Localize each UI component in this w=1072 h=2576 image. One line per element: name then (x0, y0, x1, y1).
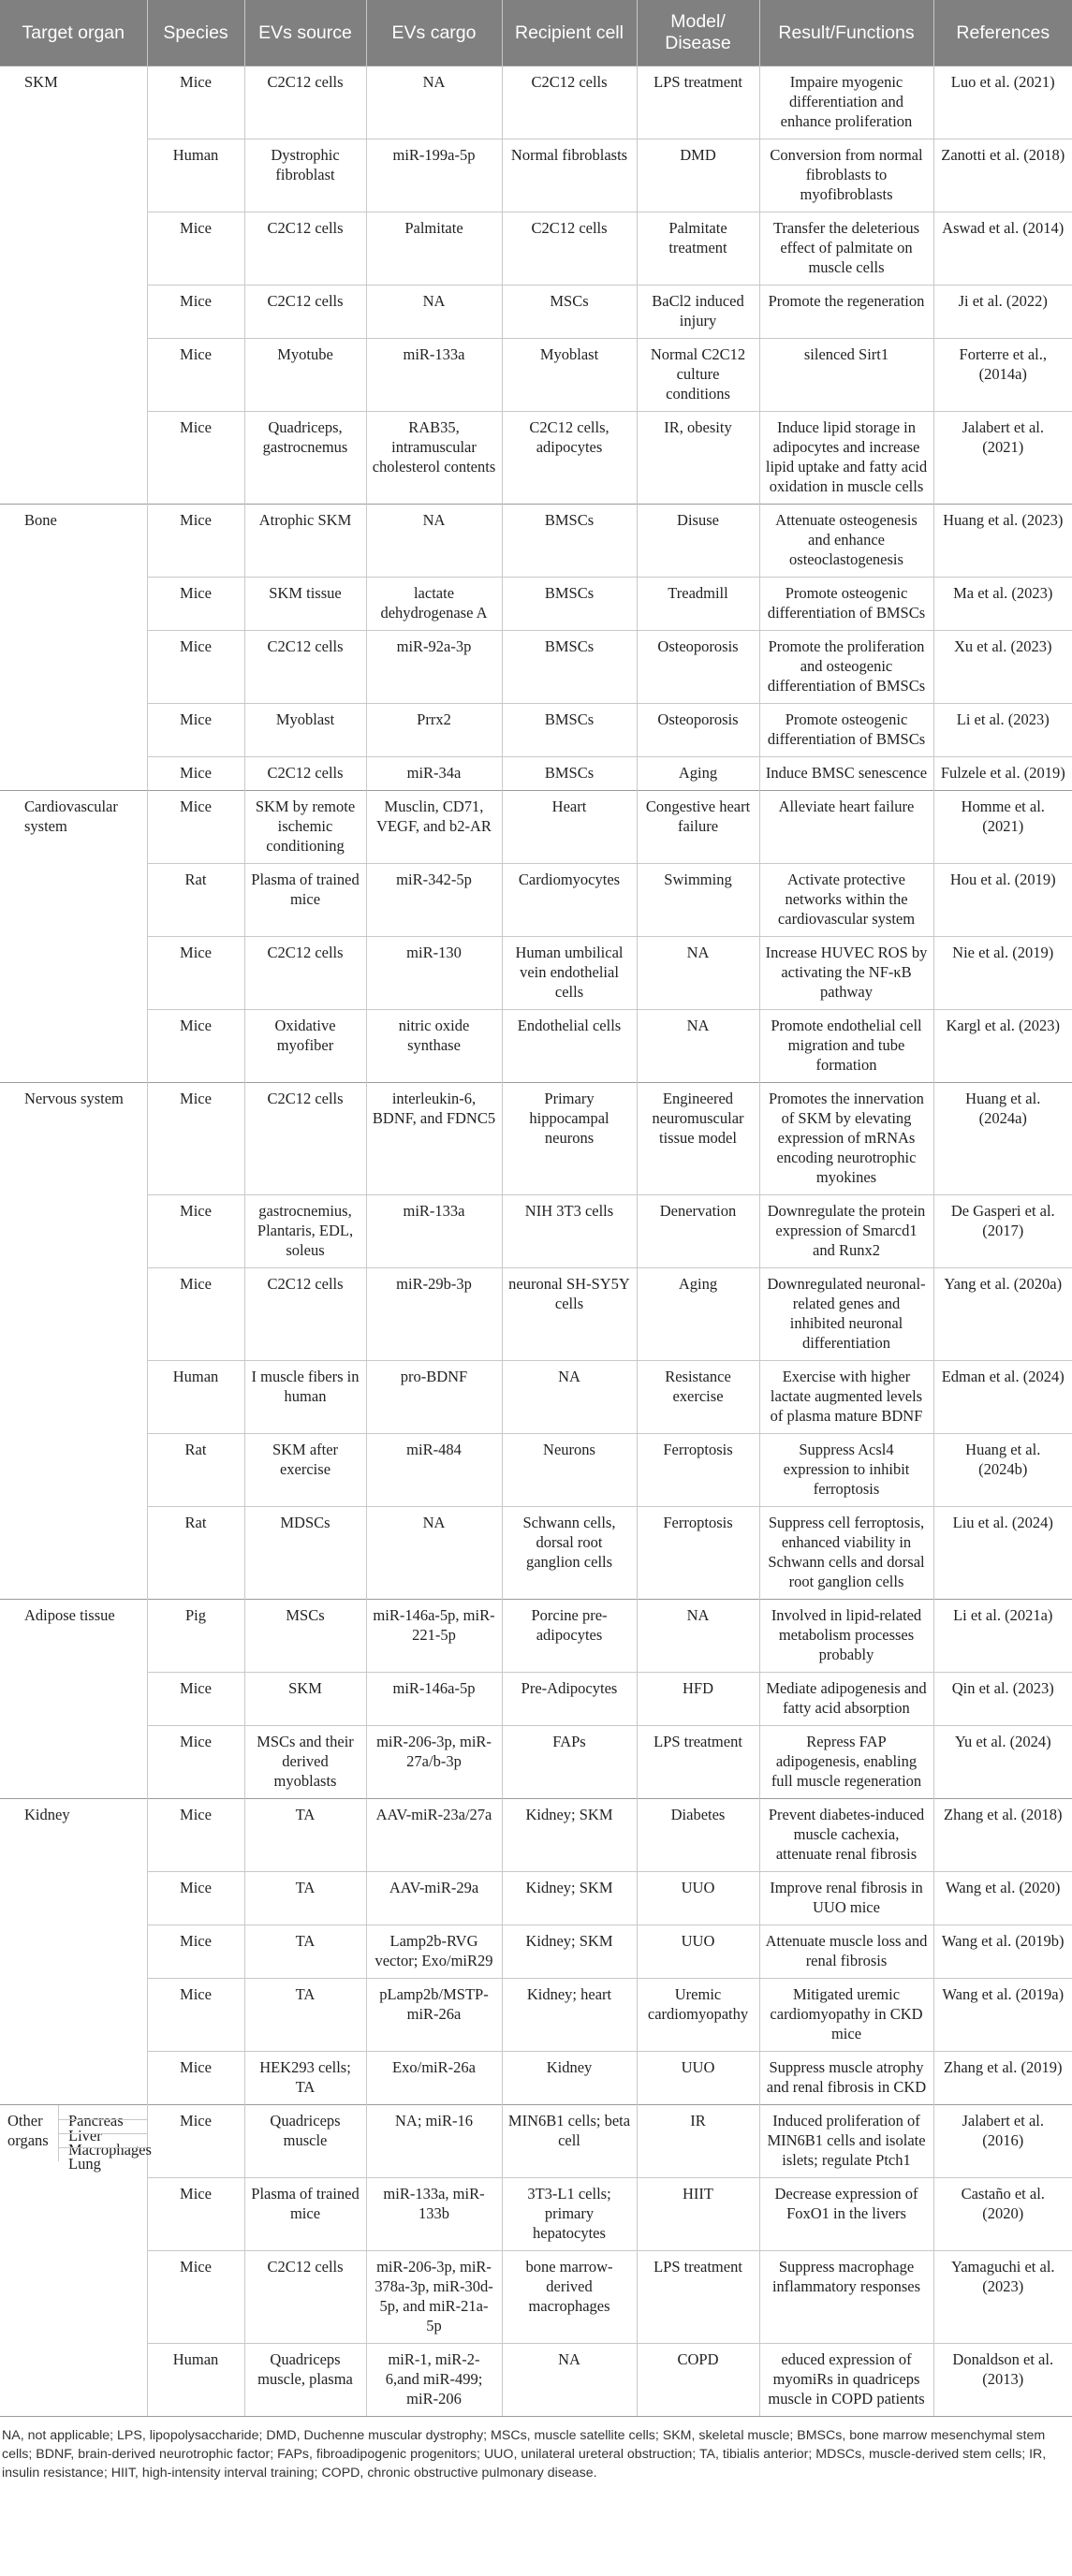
table-row (0, 2251, 1072, 2344)
target-organ-cell: Nervous system (0, 1083, 147, 1600)
table-row (0, 1726, 1072, 1799)
cell-evs-source: gastrocnemius, Plantaris, EDL, soleus (244, 1195, 366, 1268)
cell-reference: Ma et al. (2023) (933, 578, 1072, 631)
cell-recipient-cell: Kidney; SKM (502, 1925, 637, 1979)
cell-recipient-cell: C2C12 cells (502, 212, 637, 285)
table-footnote: NA, not applicable; LPS, lipopolysaccharide; DMD, Duchenne muscular dystrophy; MSCs, muscle satellite cells; SKM, skeletal muscle; BMSCs, bone marrow mesenchymal stem cells; BDNF, brain-derived neurotrophic factor; FAPs, fibroadipogenic progenitors; UUO, unilateral ureteral obstruction; TA, tibialis anterior; MDSCs, muscle-derived stem cells; IR, insulin resistance; HIIT, high-intensity interval training; COPD, chronic obstructive pulmonary disease. (0, 2416, 1072, 2482)
cell-evs-source: Quadriceps, gastrocnemus (244, 412, 366, 505)
cell-species: Human (147, 1361, 244, 1434)
cell-result: Downregulate the protein expression of Smarcd1 and Runx2 (759, 1195, 933, 1268)
cell-species: Mice (147, 212, 244, 285)
cell-evs-source: Dystrophic fibroblast (244, 139, 366, 212)
cell-recipient-cell: MSCs (502, 285, 637, 339)
cell-result: Prevent diabetes-induced muscle cachexia, attenuate renal fibrosis (759, 1799, 933, 1872)
cell-evs-cargo: miR-1, miR-2-6,and miR-499; miR-206 (366, 2344, 502, 2417)
cell-model-disease: Denervation (637, 1195, 759, 1268)
cell-recipient-cell: Kidney; heart (502, 1979, 637, 2052)
table-row (0, 1600, 1072, 1673)
table-row (0, 1507, 1072, 1600)
cell-recipient-cell: Endothelial cells (502, 1010, 637, 1083)
cell-recipient-cell: Cardiomyocytes (502, 864, 637, 937)
table-row (0, 1925, 1072, 1979)
cell-species: Mice (147, 1010, 244, 1083)
cell-result: Induce lipid storage in adipocytes and increase lipid uptake and fatty acid oxidation in muscle cells (759, 412, 933, 505)
cell-evs-source: C2C12 cells (244, 1083, 366, 1195)
cell-result: Conversion from normal fibroblasts to myofibroblasts (759, 139, 933, 212)
cell-species: Mice (147, 578, 244, 631)
target-organ-cell: Adipose tissue (0, 1600, 147, 1799)
cell-result: Impaire myogenic differentiation and enhance proliferation (759, 66, 933, 139)
cell-evs-cargo: RAB35, intramuscular cholesterol contents (366, 412, 502, 505)
cell-recipient-cell: MIN6B1 cells; beta cell (502, 2105, 637, 2178)
cell-species: Human (147, 139, 244, 212)
cell-evs-cargo: interleukin-6, BDNF, and FDNC5 (366, 1083, 502, 1195)
cell-result: Promote osteogenic differentiation of BMSCs (759, 704, 933, 757)
cell-result: Increase HUVEC ROS by activating the NF-κB pathway (759, 937, 933, 1010)
cell-evs-cargo: Palmitate (366, 212, 502, 285)
cell-recipient-cell: neuronal SH-SY5Y cells (502, 1268, 637, 1361)
cell-recipient-cell: C2C12 cells, adipocytes (502, 412, 637, 505)
cell-result: Promotes the innervation of SKM by elevating expression of mRNAs encoding neurotrophic myokines (759, 1083, 933, 1195)
cell-result: Promote endothelial cell migration and tube formation (759, 1010, 933, 1083)
cell-result: Promote the regeneration (759, 285, 933, 339)
cell-species: Mice (147, 2251, 244, 2344)
table-row (0, 704, 1072, 757)
cell-result: Transfer the deleterious effect of palmitate on muscle cells (759, 212, 933, 285)
cell-model-disease: Aging (637, 1268, 759, 1361)
cell-model-disease: DMD (637, 139, 759, 212)
table-row (0, 757, 1072, 791)
cell-species: Mice (147, 1726, 244, 1799)
cell-result: Attenuate osteogenesis and enhance osteoclastogenesis (759, 505, 933, 578)
cell-evs-source: Quadriceps muscle (244, 2105, 366, 2178)
cell-recipient-cell: bone marrow-derived macrophages (502, 2251, 637, 2344)
cell-recipient-cell: BMSCs (502, 578, 637, 631)
target-organ-cell: Kidney (0, 1799, 147, 2105)
cell-result: Involved in lipid-related metabolism processes probably (759, 1600, 933, 1673)
cell-result: Repress FAP adipogenesis, enabling full muscle regeneration (759, 1726, 933, 1799)
other-organs-label: Other organs (0, 2105, 59, 2161)
header-recipient-cell: Recipient cell (502, 0, 637, 66)
table-row (0, 1083, 1072, 1195)
cell-evs-source: SKM by remote ischemic conditioning (244, 791, 366, 864)
table-row (0, 285, 1072, 339)
cell-evs-source: SKM (244, 1673, 366, 1726)
cell-model-disease: Aging (637, 757, 759, 791)
cell-evs-cargo: Exo/miR-26a (366, 2052, 502, 2105)
cell-model-disease: Normal C2C12 culture conditions (637, 339, 759, 412)
cell-model-disease: COPD (637, 2344, 759, 2417)
cell-evs-source: I muscle fibers in human (244, 1361, 366, 1434)
sub-organ-cell: Macrophages (59, 2133, 147, 2147)
cell-recipient-cell: Kidney; SKM (502, 1799, 637, 1872)
cell-model-disease: Swimming (637, 864, 759, 937)
cell-reference: Luo et al. (2021) (933, 66, 1072, 139)
cell-reference: De Gasperi et al. (2017) (933, 1195, 1072, 1268)
cell-reference: Aswad et al. (2014) (933, 212, 1072, 285)
cell-result: silenced Sirt1 (759, 339, 933, 412)
cell-result: Activate protective networks within the cardiovascular system (759, 864, 933, 937)
cell-recipient-cell: C2C12 cells (502, 66, 637, 139)
sub-organ-cell: Liver (59, 2119, 147, 2133)
header-evs-source: EVs source (244, 0, 366, 66)
cell-species: Mice (147, 505, 244, 578)
cell-model-disease: Ferroptosis (637, 1434, 759, 1507)
table-row (0, 212, 1072, 285)
cell-evs-source: TA (244, 1979, 366, 2052)
cell-reference: Huang et al. (2024b) (933, 1434, 1072, 1507)
cell-result: educed expression of myomiRs in quadriceps muscle in COPD patients (759, 2344, 933, 2417)
cell-reference: Li et al. (2023) (933, 704, 1072, 757)
cell-reference: Wang et al. (2019b) (933, 1925, 1072, 1979)
cell-reference: Castaño et al. (2020) (933, 2178, 1072, 2251)
table-row (0, 1434, 1072, 1507)
cell-evs-source: C2C12 cells (244, 631, 366, 704)
cell-evs-source: TA (244, 1925, 366, 1979)
cell-recipient-cell: FAPs (502, 1726, 637, 1799)
cell-evs-source: Oxidative myofiber (244, 1010, 366, 1083)
table-row (0, 631, 1072, 704)
cell-evs-cargo: NA (366, 505, 502, 578)
cell-model-disease: LPS treatment (637, 2251, 759, 2344)
header-evs-cargo: EVs cargo (366, 0, 502, 66)
cell-species: Mice (147, 1979, 244, 2052)
cell-recipient-cell: BMSCs (502, 757, 637, 791)
cell-result: Promote osteogenic differentiation of BMSCs (759, 578, 933, 631)
table-row (0, 791, 1072, 864)
cell-evs-cargo: miR-484 (366, 1434, 502, 1507)
cell-recipient-cell: Human umbilical vein endothelial cells (502, 937, 637, 1010)
cell-model-disease: NA (637, 1600, 759, 1673)
sub-organ-cell: Pancreas (68, 2112, 124, 2130)
cell-evs-source: MDSCs (244, 1507, 366, 1600)
cell-result: Suppress muscle atrophy and renal fibrosis in CKD (759, 2052, 933, 2105)
cell-result: Induced proliferation of MIN6B1 cells and isolate islets; regulate Ptch1 (759, 2105, 933, 2178)
cell-model-disease: BaCl2 induced injury (637, 285, 759, 339)
table-row (0, 66, 1072, 139)
cell-reference: Fulzele et al. (2019) (933, 757, 1072, 791)
cell-evs-cargo: AAV-miR-29a (366, 1872, 502, 1925)
cell-reference: Liu et al. (2024) (933, 1507, 1072, 1600)
cell-species: Mice (147, 1925, 244, 1979)
cell-species: Pig (147, 1600, 244, 1673)
table-row (0, 937, 1072, 1010)
cell-model-disease: IR (637, 2105, 759, 2178)
cell-model-disease: UUO (637, 1872, 759, 1925)
cell-recipient-cell: BMSCs (502, 505, 637, 578)
cell-evs-cargo: miR-133a (366, 1195, 502, 1268)
cell-species: Rat (147, 1507, 244, 1600)
cell-model-disease: Resistance exercise (637, 1361, 759, 1434)
table-row (0, 1010, 1072, 1083)
sub-organ-cell: Lung (59, 2147, 147, 2161)
cell-model-disease: Congestive heart failure (637, 791, 759, 864)
cell-recipient-cell: BMSCs (502, 631, 637, 704)
cell-model-disease: Engineered neuromuscular tissue model (637, 1083, 759, 1195)
cell-result: Suppress macrophage inflammatory responses (759, 2251, 933, 2344)
cell-species: Rat (147, 1434, 244, 1507)
cell-reference: Yang et al. (2020a) (933, 1268, 1072, 1361)
cell-recipient-cell: Heart (502, 791, 637, 864)
cell-model-disease: Ferroptosis (637, 1507, 759, 1600)
header-result-functions: Result/Functions (759, 0, 933, 66)
cell-reference: Xu et al. (2023) (933, 631, 1072, 704)
cell-evs-cargo: lactate dehydrogenase A (366, 578, 502, 631)
cell-result: Alleviate heart failure (759, 791, 933, 864)
table-row (0, 1195, 1072, 1268)
cell-recipient-cell: Porcine pre-adipocytes (502, 1600, 637, 1673)
table-row (0, 2178, 1072, 2251)
cell-evs-cargo: miR-29b-3p (366, 1268, 502, 1361)
header-target-organ: Target organ (0, 0, 147, 66)
cell-result: Mitigated uremic cardiomyopathy in CKD mice (759, 1979, 933, 2052)
cell-species: Mice (147, 2052, 244, 2105)
cell-evs-source: C2C12 cells (244, 285, 366, 339)
cell-species: Mice (147, 1673, 244, 1726)
cell-evs-cargo: miR-146a-5p (366, 1673, 502, 1726)
cell-model-disease: HIIT (637, 2178, 759, 2251)
cell-model-disease: NA (637, 937, 759, 1010)
cell-reference: Donaldson et al. (2013) (933, 2344, 1072, 2417)
cell-evs-source: Plasma of trained mice (244, 864, 366, 937)
cell-evs-cargo: miR-206-3p, miR-378a-3p, miR-30d-5p, and miR-21a-5p (366, 2251, 502, 2344)
cell-evs-source: HEK293 cells; TA (244, 2052, 366, 2105)
header-species: Species (147, 0, 244, 66)
cell-recipient-cell: Neurons (502, 1434, 637, 1507)
cell-species: Mice (147, 704, 244, 757)
cell-species: Mice (147, 1872, 244, 1925)
cell-model-disease: LPS treatment (637, 66, 759, 139)
cell-species: Mice (147, 339, 244, 412)
cell-reference: Wang et al. (2019a) (933, 1979, 1072, 2052)
cell-evs-cargo: AAV-miR-23a/27a (366, 1799, 502, 1872)
table-row (0, 505, 1072, 578)
cell-result: Exercise with higher lactate augmented levels of plasma mature BDNF (759, 1361, 933, 1434)
table-row (0, 578, 1072, 631)
cell-evs-cargo: nitric oxide synthase (366, 1010, 502, 1083)
cell-evs-source: MSCs (244, 1600, 366, 1673)
table-row (0, 2105, 1072, 2178)
table-row (0, 1799, 1072, 1872)
cell-result: Downregulated neuronal-related genes and inhibited neuronal differentiation (759, 1268, 933, 1361)
cell-reference: Edman et al. (2024) (933, 1361, 1072, 1434)
cell-result: Decrease expression of FoxO1 in the livers (759, 2178, 933, 2251)
cell-species: Rat (147, 864, 244, 937)
table-row (0, 864, 1072, 937)
table-row (0, 1872, 1072, 1925)
cell-evs-cargo: miR-133a (366, 339, 502, 412)
cell-reference: Homme et al. (2021) (933, 791, 1072, 864)
cell-species: Mice (147, 66, 244, 139)
cell-model-disease: Uremic cardiomyopathy (637, 1979, 759, 2052)
cell-evs-source: Plasma of trained mice (244, 2178, 366, 2251)
other-organs-cell (0, 2105, 152, 2417)
header-references: References (933, 0, 1072, 66)
cell-reference: Li et al. (2021a) (933, 1600, 1072, 1673)
cell-evs-source: TA (244, 1799, 366, 1872)
cell-evs-cargo: Musclin, CD71, VEGF, and b2-AR (366, 791, 502, 864)
cell-model-disease: NA (637, 1010, 759, 1083)
cell-recipient-cell: NIH 3T3 cells (502, 1195, 637, 1268)
target-organ-cell: SKM (0, 66, 147, 505)
cell-evs-cargo: pro-BDNF (366, 1361, 502, 1434)
table-row (0, 1673, 1072, 1726)
table-row (0, 339, 1072, 412)
cell-evs-source: C2C12 cells (244, 1268, 366, 1361)
cell-recipient-cell: NA (502, 1361, 637, 1434)
cell-recipient-cell: Kidney; SKM (502, 1872, 637, 1925)
cell-species: Mice (147, 1799, 244, 1872)
cell-evs-cargo: Lamp2b-RVG vector; Exo/miR29 (366, 1925, 502, 1979)
cell-recipient-cell: Pre-Adipocytes (502, 1673, 637, 1726)
cell-model-disease: HFD (637, 1673, 759, 1726)
cell-evs-source: C2C12 cells (244, 212, 366, 285)
cell-evs-source: Myotube (244, 339, 366, 412)
cell-reference: Nie et al. (2019) (933, 937, 1072, 1010)
cell-species: Mice (147, 1195, 244, 1268)
cell-evs-source: Quadriceps muscle, plasma (244, 2344, 366, 2417)
cell-recipient-cell: BMSCs (502, 704, 637, 757)
cell-evs-cargo: miR-146a-5p, miR-221-5p (366, 1600, 502, 1673)
cell-evs-source: SKM tissue (244, 578, 366, 631)
cell-reference: Jalabert et al. (2016) (933, 2105, 1072, 2178)
cell-evs-cargo: miR-206-3p, miR-27a/b-3p (366, 1726, 502, 1799)
cell-reference: Zanotti et al. (2018) (933, 139, 1072, 212)
cell-reference: Ji et al. (2022) (933, 285, 1072, 339)
table-row (0, 2052, 1072, 2105)
cell-evs-cargo: miR-34a (366, 757, 502, 791)
table-row (0, 1361, 1072, 1434)
cell-result: Improve renal fibrosis in UUO mice (759, 1872, 933, 1925)
cell-recipient-cell: Myoblast (502, 339, 637, 412)
cell-reference: Jalabert et al. (2021) (933, 412, 1072, 505)
cell-recipient-cell: Kidney (502, 2052, 637, 2105)
cell-recipient-cell: Schwann cells, dorsal root ganglion cells (502, 1507, 637, 1600)
cell-result: Suppress cell ferroptosis, enhanced viability in Schwann cells and dorsal root ganglion cells (759, 1507, 933, 1600)
cell-reference: Huang et al. (2023) (933, 505, 1072, 578)
cell-reference: Yamaguchi et al. (2023) (933, 2251, 1072, 2344)
cell-evs-source: C2C12 cells (244, 2251, 366, 2344)
cell-model-disease: IR, obesity (637, 412, 759, 505)
cell-reference: Zhang et al. (2019) (933, 2052, 1072, 2105)
table-row (0, 1268, 1072, 1361)
cell-evs-source: MSCs and their derived myoblasts (244, 1726, 366, 1799)
cell-reference: Kargl et al. (2023) (933, 1010, 1072, 1083)
cell-reference: Forterre et al., (2014a) (933, 339, 1072, 412)
cell-model-disease: Treadmill (637, 578, 759, 631)
cell-species: Mice (147, 791, 244, 864)
header-model-disease: Model/ Disease (637, 0, 759, 66)
cell-reference: Yu et al. (2024) (933, 1726, 1072, 1799)
cell-model-disease: Osteoporosis (637, 704, 759, 757)
cell-result: Promote the proliferation and osteogenic differentiation of BMSCs (759, 631, 933, 704)
cell-species: Mice (147, 412, 244, 505)
cell-evs-source: C2C12 cells (244, 66, 366, 139)
cell-evs-source: C2C12 cells (244, 937, 366, 1010)
cell-model-disease: UUO (637, 1925, 759, 1979)
cell-result: Mediate adipogenesis and fatty acid absorption (759, 1673, 933, 1726)
cell-species: Mice (147, 1083, 244, 1195)
cell-evs-source: TA (244, 1872, 366, 1925)
table-row (0, 2344, 1072, 2417)
cell-evs-source: SKM after exercise (244, 1434, 366, 1507)
cell-result: Attenuate muscle loss and renal fibrosis (759, 1925, 933, 1979)
cell-species: Human (147, 2344, 244, 2417)
cell-evs-source: Myoblast (244, 704, 366, 757)
cell-reference: Qin et al. (2023) (933, 1673, 1072, 1726)
cell-evs-source: C2C12 cells (244, 757, 366, 791)
cell-evs-cargo: NA (366, 66, 502, 139)
cell-model-disease: Diabetes (637, 1799, 759, 1872)
cell-result: Suppress Acsl4 expression to inhibit ferroptosis (759, 1434, 933, 1507)
cell-species: Mice (147, 1268, 244, 1361)
cell-evs-cargo: NA; miR-16 (366, 2105, 502, 2178)
cell-species: Mice (147, 2105, 244, 2178)
cell-evs-cargo: miR-133a, miR-133b (366, 2178, 502, 2251)
cell-recipient-cell: NA (502, 2344, 637, 2417)
cell-evs-cargo: miR-199a-5p (366, 139, 502, 212)
cell-model-disease: Disuse (637, 505, 759, 578)
table-header (0, 0, 1072, 66)
table-row (0, 139, 1072, 212)
cell-model-disease: Palmitate treatment (637, 212, 759, 285)
cell-evs-cargo: Prrx2 (366, 704, 502, 757)
cell-evs-cargo: pLamp2b/MSTP-miR-26a (366, 1979, 502, 2052)
cell-species: Mice (147, 2178, 244, 2251)
cell-species: Mice (147, 757, 244, 791)
sub-organ-column (59, 2105, 152, 2173)
cell-evs-cargo: miR-130 (366, 937, 502, 1010)
cell-recipient-cell: 3T3-L1 cells; primary hepatocytes (502, 2178, 637, 2251)
cell-evs-source: Atrophic SKM (244, 505, 366, 578)
cell-reference: Huang et al. (2024a) (933, 1083, 1072, 1195)
cell-model-disease: UUO (637, 2052, 759, 2105)
cell-reference: Wang et al. (2020) (933, 1872, 1072, 1925)
cell-recipient-cell: Normal fibroblasts (502, 139, 637, 212)
other-organs-label-wrap (0, 2105, 152, 2173)
target-organ-cell: Bone (0, 505, 147, 791)
cell-species: Mice (147, 631, 244, 704)
cell-species: Mice (147, 937, 244, 1010)
cell-evs-cargo: miR-92a-3p (366, 631, 502, 704)
cell-evs-cargo: NA (366, 285, 502, 339)
cell-reference: Zhang et al. (2018) (933, 1799, 1072, 1872)
table-body (0, 66, 1072, 2417)
cell-reference: Hou et al. (2019) (933, 864, 1072, 937)
cell-result: Induce BMSC senescence (759, 757, 933, 791)
cell-recipient-cell: Primary hippocampal neurons (502, 1083, 637, 1195)
cell-evs-cargo: NA (366, 1507, 502, 1600)
target-organ-cell: Cardiovascular system (0, 791, 147, 1083)
table-row (0, 412, 1072, 505)
cell-evs-cargo: miR-342-5p (366, 864, 502, 937)
cell-species: Mice (147, 285, 244, 339)
cell-model-disease: LPS treatment (637, 1726, 759, 1799)
table-row (0, 1979, 1072, 2052)
cell-model-disease: Osteoporosis (637, 631, 759, 704)
